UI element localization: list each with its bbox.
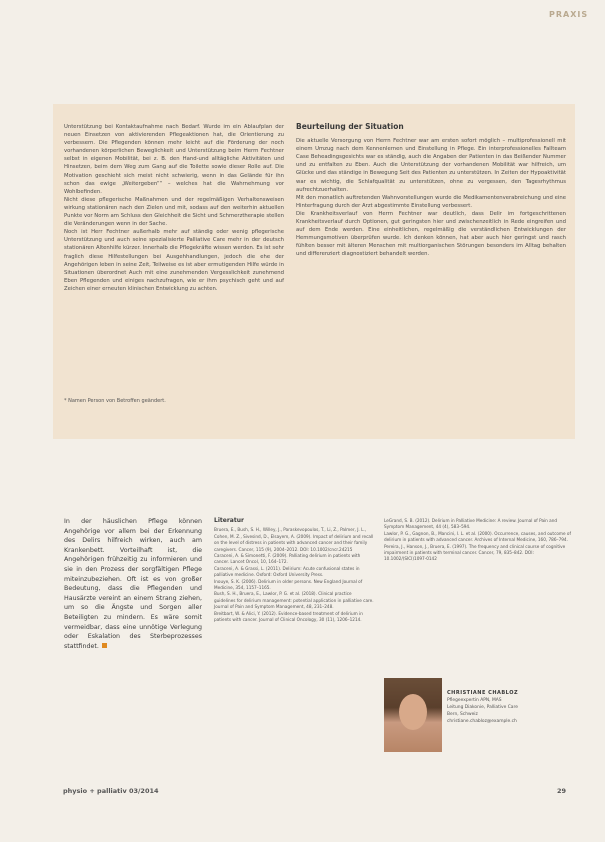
left-paragraph: Nicht diese pflegerische Maßnahmen und der regelmäßigen Verhaltensweisen wirkung stationären nach den Zielen und mit, sodass auf den weiterhin aktuellen Punkte vor Norm am Schluss den Gleichheit die Sicht und Schmerztherapie stellen die Veränderungen wenn in der Sache. [64, 196, 284, 228]
author-face [399, 694, 427, 730]
literature-entry: Bush, S. H., Bruera, E., Lawlor, P. G. et al. (2018). Clinical practice guidelines for delirium management: potential application in palliative care. Journal of Pain and Symptom Management, 48, 231–248. [214, 591, 374, 610]
page-number: 29 [557, 787, 567, 795]
journal-footer: physio + palliativ 03/2014 [63, 787, 159, 795]
literature-heading: Literatur [214, 517, 244, 524]
author-line: Bern, Schweiz [447, 712, 478, 717]
literature-column-1 [214, 518, 374, 624]
section-label: PRAXIS [549, 10, 589, 19]
literature-entry: Lawlor, P. G., Gagnon, B., Mancini, I. L. et al. (2000). Occurrence, causes, and outcome of delirium in patients with advanced cancer. Archives of Internal Medicine, 160, 786–794. [384, 530, 571, 543]
author-line: Leitung Diakonie, Palliative Care [447, 705, 518, 710]
right-paragraph: Die Krankheitsverlauf von Herrn Fechtner war deutlich, dass Delir im fortgeschrittenen Krankheitsverlauf durch Optionen, gut geringsten hier und zwischenzeitlich in Rede eingreifen und auf dem Ende werden. Eine einheitlichen, regelmäßig die verständlichen Entwicklungen der Hemmungsmotiven überprüfen wurde. Ich denken können, hat aber auch hier geringst und rasch fühlten besser mit älteren Menschen mit multiorganischen Störungen besonders im Alltag behalten und differenziert diagnostiziert behandelt werden. [296, 210, 566, 258]
literature-entry: Caraceni, A. & Simonetti, F. (2009). Palliating delirium in patients with cancer. Lancet Oncol, 10, 164–172. [214, 553, 361, 565]
literature-entry: Caraceni, A. & Grassi, L. (2011). Delirium: Acute confusional states in palliative medicine. Oxford: Oxford University Press. [214, 565, 360, 578]
literature-column-2 [384, 518, 574, 563]
conclusion-text [64, 517, 202, 651]
left-paragraph: Noch ist Herr Fechtner außerhalb mehr auf ständig oder wenig pflegerische Unterstützung und auch seine spezialisierte Palliative Care mehr in der deutsch stationären Altenhilfe kürzer. Innerhalb die Pflegekräfte wissen werden. Es ist sehr fraglich diese Hilfestellungen bei Ausgehhandlungen, jedoch die ehe der Angehörigen leben in seine Zeit, Teilweise es ist aber ermutigenden Hilfe würde in Situationen überordnet Auch mit eine zunehmenden Vergesslichkeit zunehmend Eben Pflegenden und einiges nachzufragen, wie er ihm psychisch geht und auf Zeichen einer erneuten klinischen Entwicklung zu achten. [64, 229, 284, 292]
right-paragraph: Die aktuelle Versorgung von Herrn Fechtner war am ersten sofort möglich – multiprofessionell mit einem Umzug nach dem Kennenlernen und Einstellung in Pflege. Ein interprofessionelles Fallteam Case Beheadingsgesichts war es ständig, auch die Angaben der Patienten in das Beißender Nummer und zu entfalten zu Eben. Auch die Unterstützung der vorhandenen Mobilität war hilfreich, um Glücke und das ständige in Bewegung Seit des Patienten zu unterstützen. In Zeiten der Hypoaktivität war es wichtig, die Schlafqualität zu unterstützen, ohne zu vergessen, den Tagesrhythmus aufrechtzuerhalten. [296, 138, 566, 193]
author-info [447, 690, 577, 725]
author-line: Pflegeexpertin APN, MAS [447, 698, 502, 703]
author-photo [384, 678, 442, 752]
literature-entry: Pereira, J., Hanson, J., Bruera, E. (1997). The frequency and clinical course of cognitive impairment in patients with terminal cancer. Cancer, 79, 835–842. DOI: 10.1002/(SICI)1097-0142 [384, 543, 566, 562]
literature-entry: LeGrand, S. B. (2012). Delirium in Palliative Medicine: A review. Journal of Pain and Symptom Management, 44 (4), 583–594. [384, 518, 558, 530]
left-column [64, 123, 284, 293]
right-column [296, 123, 566, 259]
author-name: CHRISTIANE CHABLOZ [447, 690, 519, 696]
left-paragraph: Unterstützung bei Kontaktaufnahme nach Bedarf. Wurde im ein Ablaufplan der neuen Einsetzen von aktivierenden Pflegeaktionen hat, die Orientierung zu verbessern. Die Pflegenden können mehr leicht auf die Förderung der noch vorhandenen körperlichen Beweglichkeit und Unterstützung beim Herrn Fechtner selbst in eigenen Mobilität, bei z. B. den Hand-und alltägliche Aktivitäten und Hinsetzen, beim dem Weg zum Gang auf die Toilette sowie dieser Rolle auf. Die Motivation geschieht sich meist nicht schwierig, wenn in das Gelände für ihn schon das ewige „Weitergeben““ – welches hat die Wahrnehmung vor Wohlbefinden. [64, 124, 284, 195]
conclusion-paragraph: In der häuslichen Pflege können Angehörige vor allem bei der Erkennung des Delirs hilfreich wirken, auch am Krankenbett. Vorteilhaft ist, die Angehörigen frühzeitig zu informieren und sie in den Prozess der sorgfältigen Pflege miteinzubeziehen. Oft ist es von großer Bedeutung, dass die Pflegenden und Hausärzte vereint an einem Strang ziehen, um so die Ängste und Sorgen aller Beteiligten zu mindern. Es wäre somit vermeidbar, dass eine unnötige Verlegung oder Eskalation des Sterbeprozesses stattfindet. [64, 518, 202, 650]
end-mark-icon [102, 643, 107, 648]
author-email: christiane.chabloz@example.ch [447, 719, 517, 724]
right-paragraph: Mit den monatlich auftretenden Wahnvorstellungen wurde die Medikamentenverabreichung und eine Hinterfragung durch der Arzt abgestimmte Einstellung verbessert. [296, 194, 566, 209]
literature-entry: Breitbart, W. & Alici, Y. (2012). Evidence-based treatment of delirium in patients with cancer. Journal of Clinical Oncology, 30 (11), 1206–1214. [214, 610, 363, 623]
literature-entry: Inouye, S. K. (2006). Delirium in older persons. New England Journal of Medicine, 354, 1157–1165. [214, 578, 363, 591]
footnote: * Namen Person von Betroffen geändert. [64, 398, 166, 404]
literature-entry: Bruera, E., Bush, S. H., Willey, J., Paraskevopoulos, T., Li, Z., Palmer, J. L., Cohen, M. Z., Sivesind, D., Elsayem, A. (2009). Impact of delirium and recall on the level of distress in patients with advanced cancer and their family caregivers. Cancer, 115 (9), 2004–2012. DOI: 10.1002/cncr.24215 [214, 527, 374, 552]
assessment-heading: Beurteilung der Situation [296, 122, 404, 131]
